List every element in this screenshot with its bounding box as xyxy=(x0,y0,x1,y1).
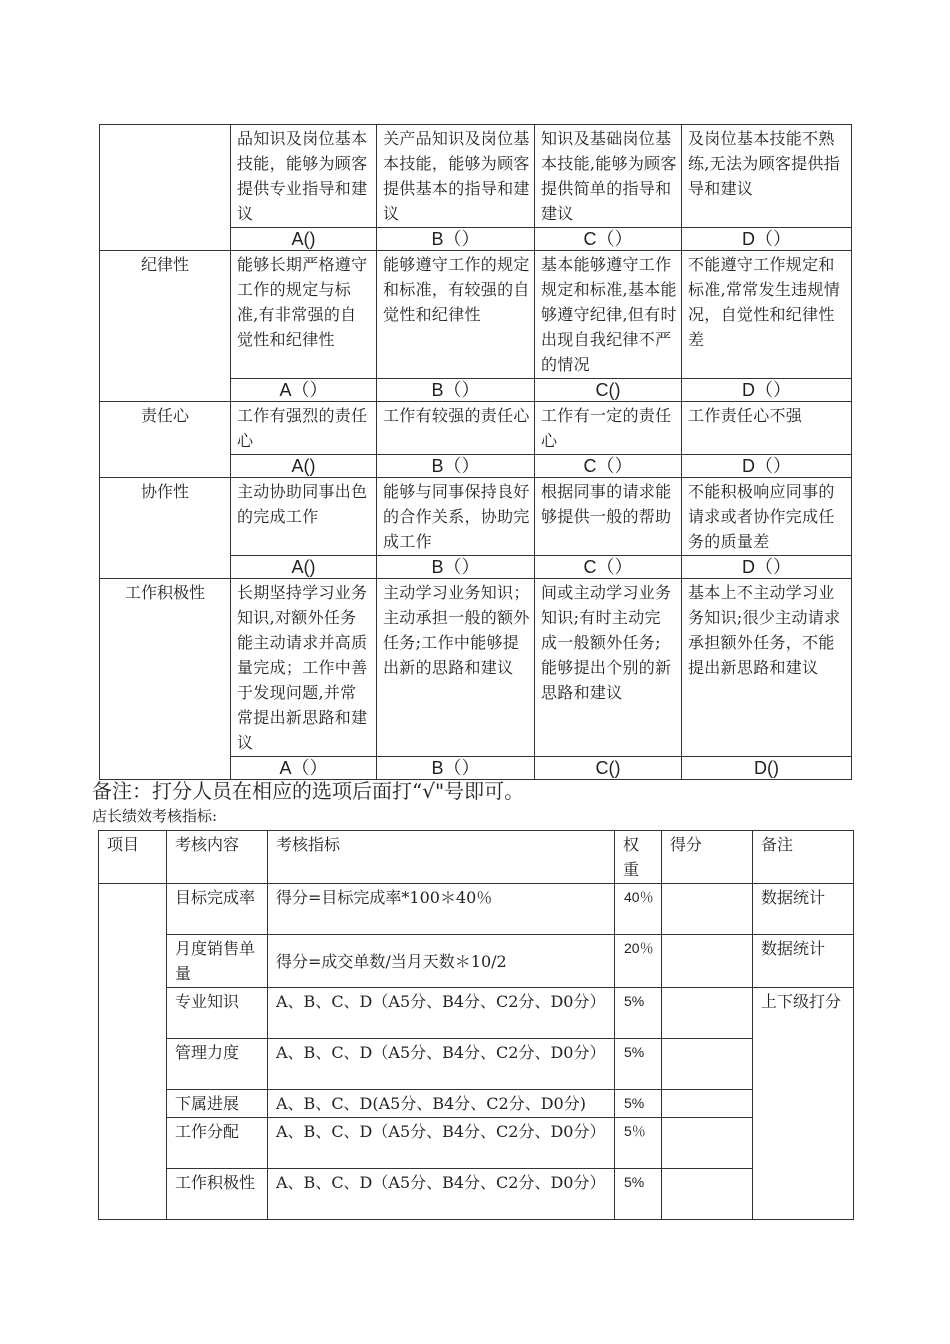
description-cell: 知识及基础岗位基本技能,能够为顾客提供简单的指导和建议 xyxy=(535,125,682,228)
option-b[interactable]: B（） xyxy=(377,556,535,579)
option-d[interactable]: D（） xyxy=(682,455,852,478)
weight-cell: 5％ xyxy=(615,1118,662,1169)
description-cell: 能够遵守工作的规定和标准，有较强的自觉性和纪律性 xyxy=(377,251,535,379)
option-d[interactable]: D（） xyxy=(682,228,852,251)
indicator-cell: A、B、C、D（A5分、B4分、C2分、D0分） xyxy=(268,1169,615,1220)
content-cell: 工作分配 xyxy=(167,1118,268,1169)
description-cell: 根据同事的请求能够提供一般的帮助 xyxy=(535,478,682,556)
description-cell: 关产品知识及岗位基本技能，能够为顾客提供基本的指导和建议 xyxy=(377,125,535,228)
indicator-cell: A、B、C、D（A5分、B4分、C2分、D0分） xyxy=(268,988,615,1039)
table-row xyxy=(99,884,854,935)
description-cell: 不能遵守工作规定和标准,常常发生违规情况，自觉性和纪律性差 xyxy=(682,251,852,379)
header-content: 考核内容 xyxy=(167,831,268,884)
score-cell[interactable] xyxy=(662,1118,753,1169)
option-c[interactable]: C() xyxy=(535,757,682,780)
weight-cell: 5% xyxy=(615,1039,662,1090)
criteria-row xyxy=(100,478,852,556)
content-cell: 专业知识 xyxy=(167,988,268,1039)
option-c[interactable]: C（） xyxy=(535,228,682,251)
indicator-cell: 得分=成交单数/当月天数＊10/2 xyxy=(268,935,615,988)
description-cell: 工作责任心不强 xyxy=(682,402,852,455)
option-b[interactable]: B（） xyxy=(377,757,535,780)
option-b[interactable]: B（） xyxy=(377,379,535,402)
header-item: 项目 xyxy=(99,831,167,884)
category-cell xyxy=(100,125,231,251)
criteria-row xyxy=(100,125,852,228)
category-cell: 纪律性 xyxy=(100,251,231,402)
category-cell: 工作积极性 xyxy=(100,579,231,780)
description-cell: 品知识及岗位基本技能，能够为顾客提供专业指导和建议 xyxy=(231,125,377,228)
option-a[interactable]: A() xyxy=(231,556,377,579)
score-cell[interactable] xyxy=(662,988,753,1039)
score-cell[interactable] xyxy=(662,1169,753,1220)
description-cell: 长期坚持学习业务知识,对额外任务能主动请求并高质量完成；工作中善于发现问题,并常常提出新思路和建议 xyxy=(231,579,377,757)
description-cell: 间或主动学习业务知识;有时主动完成一般额外任务;能够提出个别的新思路和建议 xyxy=(535,579,682,757)
header-note: 备注 xyxy=(753,831,854,884)
criteria-row xyxy=(100,402,852,455)
content-cell: 工作积极性 xyxy=(167,1169,268,1220)
option-a[interactable]: A() xyxy=(231,455,377,478)
manager-kpi-table xyxy=(98,830,854,1220)
table-row xyxy=(99,1039,854,1090)
note-cell: 数据统计 xyxy=(753,935,854,988)
header-weight: 权重 xyxy=(615,831,662,884)
score-cell[interactable] xyxy=(662,884,753,935)
option-d[interactable]: D() xyxy=(682,757,852,780)
description-cell: 能够长期严格遵守工作的规定与标准,有非常强的自觉性和纪律性 xyxy=(231,251,377,379)
content-cell: 目标完成率 xyxy=(167,884,268,935)
description-cell: 及岗位基本技能不熟练,无法为顾客提供指导和建议 xyxy=(682,125,852,228)
option-b[interactable]: B（） xyxy=(377,455,535,478)
description-cell: 不能积极响应同事的请求或者协作完成任务的质量差 xyxy=(682,478,852,556)
indicator-cell: A、B、C、D(A5分、B4分、C2分、D0分) xyxy=(268,1090,615,1118)
criteria-row xyxy=(100,251,852,379)
description-cell: 主动协助同事出色的完成工作 xyxy=(231,478,377,556)
weight-cell: 5% xyxy=(615,1090,662,1118)
indicator-cell: 得分=目标完成率*100＊40％ xyxy=(268,884,615,935)
option-c[interactable]: C() xyxy=(535,379,682,402)
remark-note: 备注：打分人员在相应的选项后面打“√"号即可。 xyxy=(92,779,525,803)
table-row xyxy=(99,935,854,988)
indicator-cell: A、B、C、D（A5分、B4分、C2分、D0分） xyxy=(268,1039,615,1090)
description-cell: 工作有强烈的责任心 xyxy=(231,402,377,455)
table-row xyxy=(99,1090,854,1118)
content-cell: 月度销售单量 xyxy=(167,935,268,988)
option-d[interactable]: D（） xyxy=(682,379,852,402)
content-cell: 下属进展 xyxy=(167,1090,268,1118)
weight-cell: 20％ xyxy=(615,935,662,988)
criteria-row xyxy=(100,579,852,757)
note-cell: 数据统计 xyxy=(753,884,854,935)
item-cell xyxy=(99,884,167,1220)
evaluation-criteria-table xyxy=(99,124,852,780)
weight-cell: 5% xyxy=(615,1169,662,1220)
header-row xyxy=(99,831,854,884)
description-cell: 基本能够遵守工作规定和标准,基本能够遵守纪律,但有时出现自我纪律不严的情况 xyxy=(535,251,682,379)
option-a[interactable]: A（） xyxy=(231,379,377,402)
description-cell: 基本上不主动学习业务知识;很少主动请求承担额外任务，不能提出新思路和建议 xyxy=(682,579,852,757)
header-score: 得分 xyxy=(662,831,753,884)
content-cell: 管理力度 xyxy=(167,1039,268,1090)
score-cell[interactable] xyxy=(662,1039,753,1090)
indicator-cell: A、B、C、D（A5分、B4分、C2分、D0分） xyxy=(268,1118,615,1169)
category-cell: 协作性 xyxy=(100,478,231,579)
option-a[interactable]: A（） xyxy=(231,757,377,780)
description-cell: 能够与同事保持良好的合作关系，协助完成工作 xyxy=(377,478,535,556)
description-cell: 主动学习业务知识；主动承担一般的额外任务;工作中能够提出新的思路和建议 xyxy=(377,579,535,757)
option-c[interactable]: C（） xyxy=(535,556,682,579)
option-b[interactable]: B（） xyxy=(377,228,535,251)
section-title: 店长绩效考核指标: xyxy=(92,807,218,825)
table-row xyxy=(99,1118,854,1169)
option-c[interactable]: C（） xyxy=(535,455,682,478)
weight-cell: 40％ xyxy=(615,884,662,935)
category-cell: 责任心 xyxy=(100,402,231,478)
note-cell: 上下级打分 xyxy=(753,988,854,1220)
description-cell: 工作有较强的责任心 xyxy=(377,402,535,455)
weight-cell: 5% xyxy=(615,988,662,1039)
table-row xyxy=(99,988,854,1039)
score-cell[interactable] xyxy=(662,1090,753,1118)
option-d[interactable]: D（） xyxy=(682,556,852,579)
option-a[interactable]: A() xyxy=(231,228,377,251)
table-row xyxy=(99,1169,854,1220)
description-cell: 工作有一定的责任心 xyxy=(535,402,682,455)
score-cell[interactable] xyxy=(662,935,753,988)
header-indicator: 考核指标 xyxy=(268,831,615,884)
